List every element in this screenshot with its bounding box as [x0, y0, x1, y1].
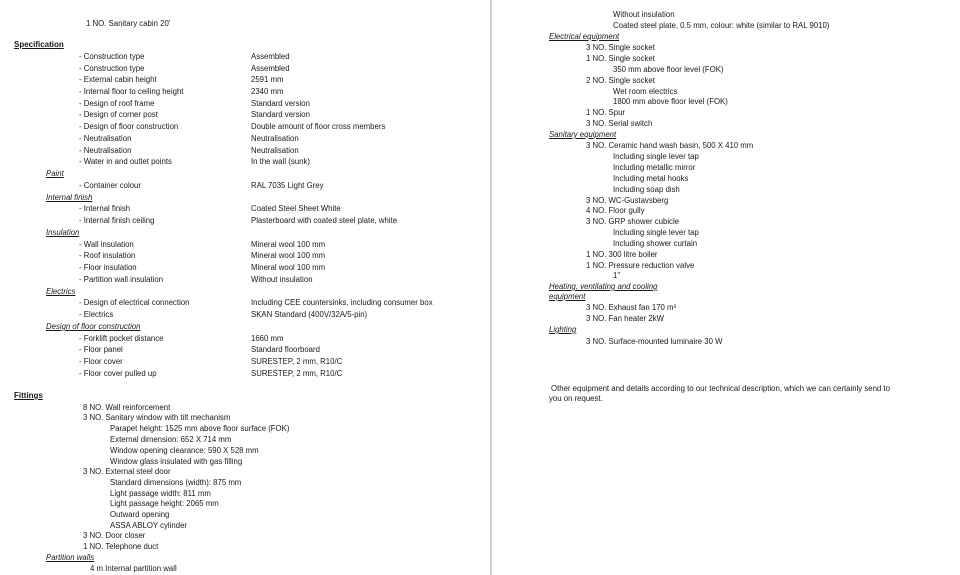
fitting-line: 3 NO. External steel door	[83, 467, 171, 476]
electrical-line: Wet room electrics	[613, 87, 678, 96]
insulation-value: Mineral wool 100 mm	[251, 251, 326, 260]
insulation-label: - Partition wall insulation	[79, 275, 164, 284]
sanitary-line: Including metallic mirror	[613, 163, 696, 172]
internal-finish-label: - Internal finish ceiling	[79, 216, 155, 225]
hvac-line: 3 NO. Exhaust fan 170 m³	[586, 303, 677, 312]
fittings-heading: Fittings	[14, 391, 43, 400]
insulation-value: Mineral wool 100 mm	[251, 263, 326, 272]
sanitary-line: 3 NO. Ceramic hand wash basin, 500 X 410 mm	[586, 141, 754, 150]
floor-value: 1660 mm	[251, 334, 284, 343]
fitting-line: Light passage width: 811 mm	[110, 489, 211, 498]
spec-label: - Water in and outlet points	[79, 157, 172, 166]
electrics-heading: Electrics	[46, 287, 76, 296]
hvac-heading: Heating, ventilating and cooling	[549, 282, 658, 291]
lighting-line: 3 NO. Surface-mounted luminaire 30 W	[586, 337, 723, 346]
sanitary-equipment-heading: Sanitary equipment	[549, 130, 617, 139]
internal-finish-label: - Internal finish	[79, 204, 131, 213]
sanitary-line: Including metal hooks	[613, 174, 689, 183]
footer-note: Other equipment and details according to our technical description, which we can certainly send to	[551, 384, 890, 393]
sanitary-line: Including shower curtain	[613, 239, 698, 248]
electrical-equipment-heading: Electrical equipment	[549, 32, 620, 41]
insulation-heading: Insulation	[46, 228, 80, 237]
partition-detail-line: Coated steel plate, 0.5 mm, colour: white (similar to RAL 9010)	[613, 21, 830, 30]
electrics-label: - Electrics	[79, 310, 114, 319]
internal-finish-value: Plasterboard with coated steel plate, white	[251, 216, 398, 225]
specification-heading: Specification	[14, 40, 64, 49]
spec-label: - Internal floor to ceiling height	[79, 87, 184, 96]
floor-value: SURESTEP, 2 mm, R10/C	[251, 357, 343, 366]
floor-label: - Forklift pocket distance	[79, 334, 164, 343]
electrical-line: 2 NO. Single socket	[586, 76, 655, 85]
floor-label: - Floor cover	[79, 357, 123, 366]
spec-value: Neutralisation	[251, 134, 299, 143]
insulation-label: - Wall insulation	[79, 240, 134, 249]
insulation-value: Without insulation	[251, 275, 313, 284]
sanitary-line: 3 NO. WC-Gustavsberg	[586, 196, 669, 205]
electrical-line: 1 NO. Single socket	[586, 54, 655, 63]
fitting-line: Standard dimensions (width): 875 mm	[110, 478, 242, 487]
spec-value: 2591 mm	[251, 75, 284, 84]
paint-heading: Paint	[46, 169, 64, 178]
insulation-value: Mineral wool 100 mm	[251, 240, 326, 249]
floor-construction-heading: Design of floor construction	[46, 322, 141, 331]
insulation-label: - Roof insulation	[79, 251, 136, 260]
fitting-line: Parapet height: 1525 mm above floor surface (FOK)	[110, 424, 290, 433]
insulation-label: - Floor insulation	[79, 263, 137, 272]
fitting-line: Outward opening	[110, 510, 170, 519]
sanitary-line: Including single lever tap	[613, 152, 699, 161]
internal-finish-value: Coated Steel Sheet White	[251, 204, 341, 213]
fitting-line: Light passage height: 2065 mm	[110, 499, 219, 508]
fitting-line: 3 NO. Door closer	[83, 531, 146, 540]
spec-label: - Neutralisation	[79, 134, 132, 143]
right-page	[493, 0, 960, 575]
page-separator	[490, 0, 492, 575]
floor-label: - Floor cover pulled up	[79, 369, 157, 378]
floor-value: SURESTEP, 2 mm, R10/C	[251, 369, 343, 378]
spec-label: - Design of roof frame	[79, 99, 155, 108]
spec-value: 2340 mm	[251, 87, 284, 96]
spec-label: - Construction type	[79, 64, 145, 73]
footer-note-continued: you on request.	[549, 394, 603, 403]
electrics-value: Including CEE countersinks, including consumer box	[251, 298, 433, 307]
fitting-line: Window opening clearance: 590 X 528 mm	[110, 446, 259, 455]
sanitary-line: Including single lever tap	[613, 228, 699, 237]
sanitary-line: Including soap dish	[613, 185, 680, 194]
spec-value: In the wall (sunk)	[251, 157, 310, 166]
electrics-label: - Design of electrical connection	[79, 298, 190, 307]
paint-label: - Container colour	[79, 181, 141, 190]
spec-label: - Construction type	[79, 52, 145, 61]
fitting-line: ASSA ABLOY cylinder	[110, 521, 188, 530]
hvac-line: 3 NO. Fan heater 2kW	[586, 314, 664, 323]
sanitary-line: 1 NO. Pressure reduction valve	[586, 261, 695, 270]
sanitary-line: 3 NO. GRP shower cubicle	[586, 217, 680, 226]
sanitary-line: 1"	[613, 271, 621, 280]
paint-value: RAL 7035 Light Grey	[251, 181, 324, 190]
electrical-line: 1 NO. Spur	[586, 108, 625, 117]
electrical-line: 1800 mm above floor level (FOK)	[613, 97, 728, 106]
spec-value: Standard version	[251, 110, 310, 119]
fitting-line: External dimension: 652 X 714 mm	[110, 435, 232, 444]
fitting-line: Window glass insulated with gas filling	[110, 457, 243, 466]
electrical-line: 3 NO. Single socket	[586, 43, 655, 52]
partition-line: 4 m Internal partition wall	[90, 564, 177, 573]
sanitary-line: 4 NO. Floor gully	[586, 206, 645, 215]
spec-value: Standard version	[251, 99, 310, 108]
lighting-heading: Lighting	[549, 325, 577, 334]
electrical-line: 3 NO. Serial switch	[586, 119, 653, 128]
spec-value: Assembled	[251, 52, 290, 61]
hvac-heading-continued: equipment	[549, 292, 586, 301]
spec-value: Neutralisation	[251, 146, 299, 155]
spec-value: Double amount of floor cross members	[251, 122, 386, 131]
internal-finish-heading: Internal finish	[46, 193, 93, 202]
electrical-line: 350 mm above floor level (FOK)	[613, 65, 724, 74]
spec-label: - Design of corner post	[79, 110, 158, 119]
spec-label: - Neutralisation	[79, 146, 132, 155]
cabin-title: 1 NO. Sanitary cabin 20'	[86, 19, 171, 28]
spec-label: - External cabin height	[79, 75, 157, 84]
sanitary-line: 1 NO. 300 litre boiler	[586, 250, 658, 259]
spec-label: - Design of floor construction	[79, 122, 179, 131]
floor-label: - Floor panel	[79, 345, 123, 354]
electrics-value: SKAN Standard (400V/32A/5-pin)	[251, 310, 368, 319]
partition-walls-heading: Partition walls	[46, 553, 95, 562]
partition-detail-line: Without insulation	[613, 10, 675, 19]
floor-value: Standard floorboard	[251, 345, 320, 354]
fitting-line: 1 NO. Telephone duct	[83, 542, 159, 551]
fitting-line: 3 NO. Sanitary window with tilt mechanism	[83, 413, 231, 422]
fitting-line: 8 NO. Wall reinforcement	[83, 403, 171, 412]
spec-value: Assembled	[251, 64, 290, 73]
